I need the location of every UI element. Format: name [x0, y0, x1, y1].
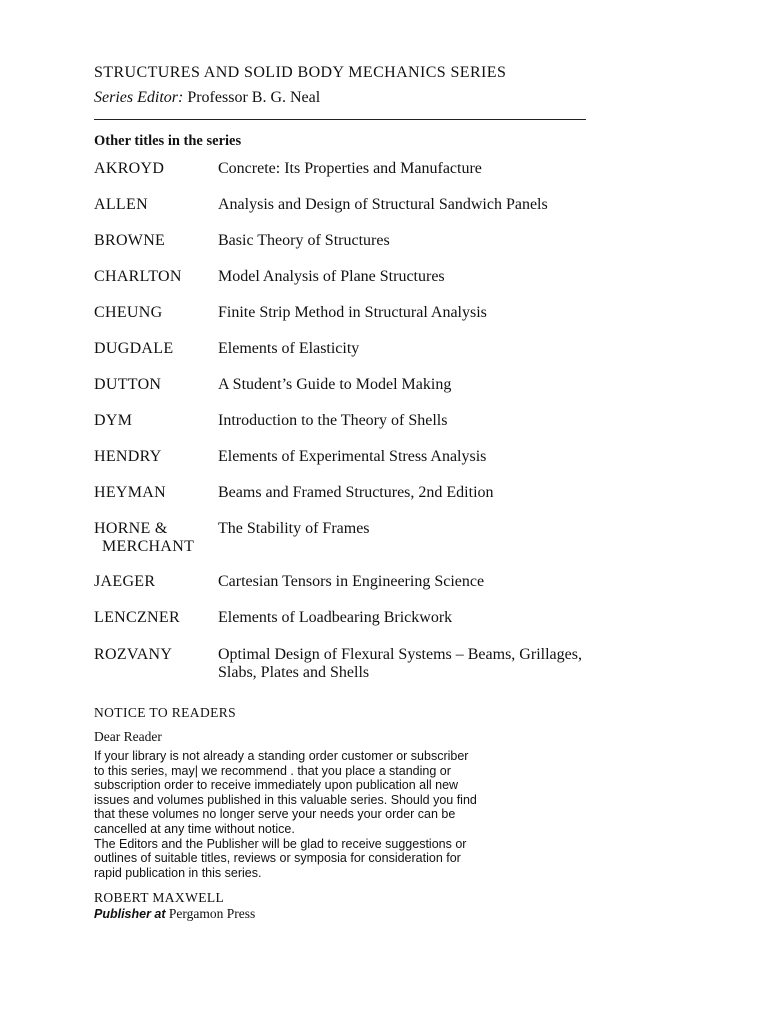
entry-author-line1: HORNE & [94, 520, 168, 537]
entry-author: HENDRY [94, 448, 162, 465]
entry-title: Model Analysis of Plane Structures [218, 268, 445, 285]
entry-title: Cartesian Tensors in Engineering Science [218, 573, 485, 590]
entry-author: AKROYD [94, 160, 165, 177]
notice-line: issues and volumes published in this valuable series. Should you find [94, 792, 477, 807]
notice-line: that these volumes no longer serve your needs your order can be [94, 807, 456, 822]
entry-author: LENCZNER [94, 609, 180, 626]
entry-title: The Stability of Frames [218, 520, 370, 537]
entry-title: Elements of Elasticity [218, 340, 360, 357]
other-titles-heading: Other titles in the series [94, 133, 242, 149]
entry-author: CHEUNG [94, 304, 163, 321]
entry-author [94, 520, 218, 556]
signoff-company: Pergamon Press [168, 906, 256, 922]
notice-line: to this series, may| we recommend . that you place a standing or [94, 763, 451, 778]
notice-line: rapid publication in this series. [94, 865, 262, 880]
entry-title: Elements of Loadbearing Brickwork [218, 609, 453, 626]
entry-title: Analysis and Design of Structural Sandwich Panels [218, 196, 548, 213]
series-editor-label: Series Editor: [94, 89, 184, 106]
signoff [94, 890, 514, 922]
notice-line: subscription order to receive immediately upon publication all new [94, 778, 459, 793]
notice-greeting: Dear Reader [94, 729, 162, 744]
signoff-name: ROBERT MAXWELL [94, 890, 225, 906]
entry-title-line2: Slabs, Plates and Shells [218, 664, 370, 681]
series-title: STRUCTURES AND SOLID BODY MECHANICS SERIES [94, 64, 507, 81]
entry-title: Concrete: Its Properties and Manufacture [218, 160, 482, 177]
notice-line: The Editors and the Publisher will be glad to receive suggestions or [94, 836, 467, 851]
notice-heading: NOTICE TO READERS [94, 705, 237, 720]
entry-author: HEYMAN [94, 484, 167, 501]
notice-line: If your library is not already a standing order customer or subscriber [94, 749, 469, 763]
header-divider [94, 119, 586, 120]
entry-title-line1: Optimal Design of Flexural Systems – Beams, Grillages, [218, 646, 582, 663]
entry-author: DUGDALE [94, 340, 174, 357]
signoff-role [94, 906, 514, 922]
entry-author: ALLEN [94, 196, 148, 213]
entry-author: JAEGER [94, 573, 156, 590]
signoff-role-label: Publisher at [94, 907, 166, 922]
notice-to-readers [94, 705, 514, 922]
entry-title: Beams and Framed Structures, 2nd Edition [218, 484, 494, 501]
entry-title [218, 646, 648, 682]
entry-author: BROWNE [94, 232, 166, 249]
entry-author-line2: MERCHANT [102, 538, 195, 555]
series-editor-name: Professor B. G. Neal [187, 89, 321, 106]
entry-title: Elements of Experimental Stress Analysis [218, 448, 487, 465]
entry-title: Finite Strip Method in Structural Analysis [218, 304, 487, 321]
notice-body [94, 749, 514, 880]
entry-author: DYM [94, 412, 133, 429]
entry-author: ROZVANY [94, 646, 173, 663]
notice-line: outlines of suitable titles, reviews or symposia for consideration for [94, 851, 461, 866]
entry-author: CHARLTON [94, 268, 182, 285]
notice-line: cancelled at any time without notice. [94, 821, 295, 836]
entry-title: Introduction to the Theory of Shells [218, 412, 448, 429]
entry-author: DUTTON [94, 376, 162, 393]
series-editor [94, 89, 320, 107]
entry-title: A Student’s Guide to Model Making [218, 376, 452, 393]
entry-title: Basic Theory of Structures [218, 232, 390, 249]
